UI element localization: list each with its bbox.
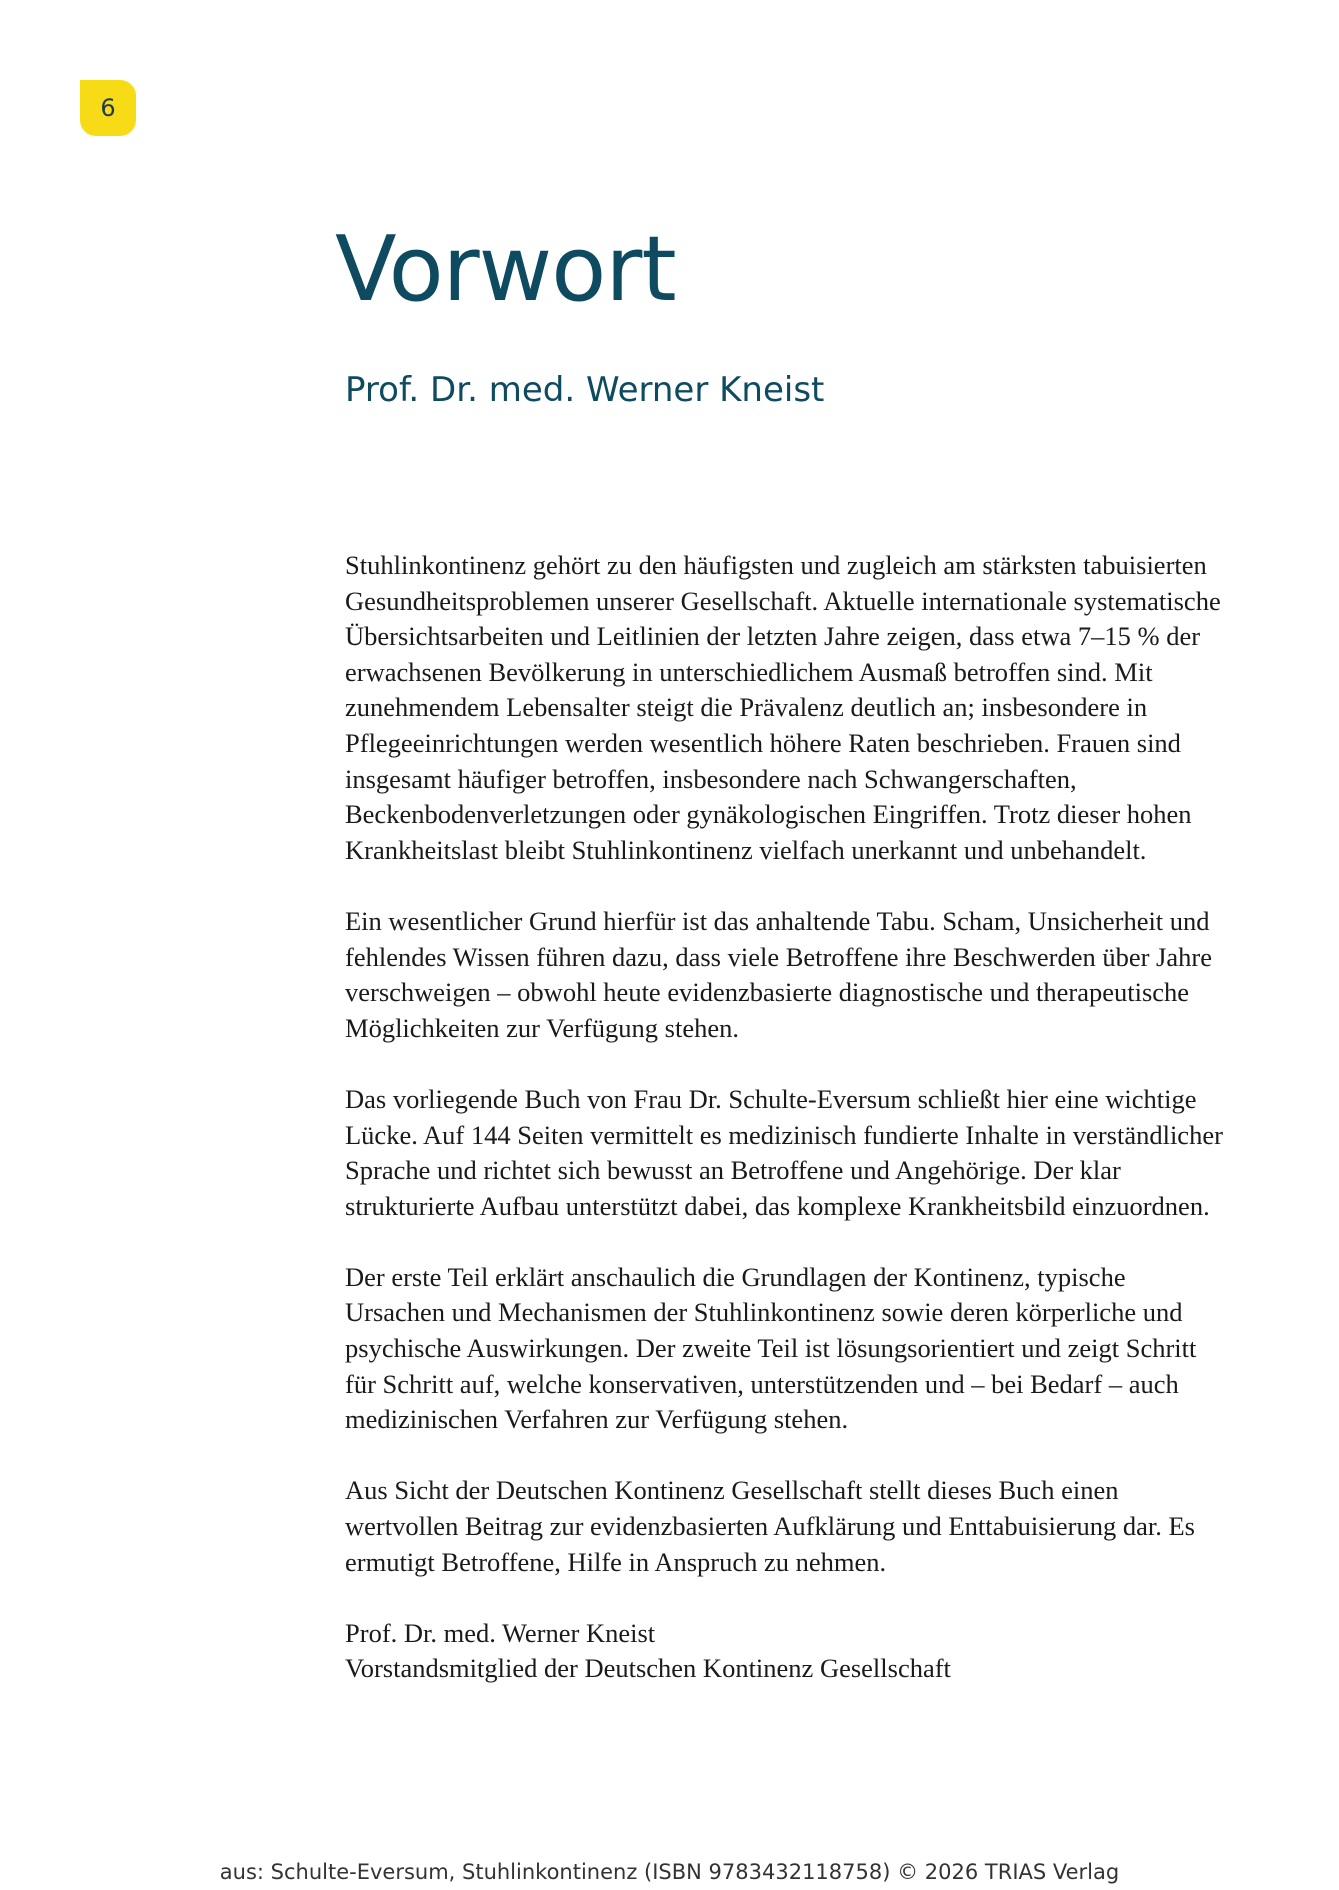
paragraph-4: Der erste Teil erklärt anschaulich die Grundlagen der Kontinenz, typische Ursachen und Mechanismen der Stuhlinkontinenz sowie deren körperliche und psychische Auswirkungen. Der zweite Teil ist lösungsorientiert und zeigt Schritt für Schritt auf, welche konservativen, unterstützenden und – bei Bedarf – auch medizinischen Verfahren zur Verfügung stehen. <box>345 1261 1197 1435</box>
footer-source: aus: Schulte-Eversum, Stuhlinkontinenz (ISBN 9783432118758) © 2026 TRIAS Verlag <box>219 1860 1120 1884</box>
paragraph-5: Aus Sicht der Deutschen Kontinenz Gesellschaft stellt dieses Buch einen wertvollen Beitrag zur evidenzbasierten Aufklärung und Enttabuisierung dar. Es ermutigt Betroffene, Hilfe in Anspruch zu nehmen. <box>345 1475 1195 1577</box>
signature-role: Vorstandsmitglied der Deutschen Kontinenz Gesellschaft <box>345 1653 951 1684</box>
paragraph-2: Ein wesentlicher Grund hierfür ist das anhaltende Tabu. Scham, Unsicherheit und fehlendes Wissen führen dazu, dass viele Betroffene ihre Beschwerden über Jahre verschweigen – obwohl heute evidenzbasierte diagnostische und therapeutische Möglichkeiten zur Verfügung stehen. <box>345 905 1212 1043</box>
author-subtitle: Prof. Dr. med. Werner Kneist <box>345 370 825 410</box>
page-number: 6 <box>100 94 116 122</box>
signature-name: Prof. Dr. med. Werner Kneist <box>345 1617 656 1648</box>
page-number-badge <box>80 80 136 136</box>
foreword-body <box>345 548 1225 1687</box>
page-title: Vorwort <box>335 217 676 322</box>
paragraph-3: Das vorliegende Buch von Frau Dr. Schulte-Eversum schließt hier eine wichtige Lücke. Auf 144 Seiten vermittelt es medizinisch fundierte Inhalte in verständlicher Sprache und richtet sich bewusst an Betroffene und Angehörige. Der klar strukturierte Aufbau unterstützt dabei, das komplexe Krankheitsbild einzuordnen. <box>345 1083 1223 1221</box>
paragraph-1: Stuhlinkontinenz gehört zu den häufigsten und zugleich am stärksten tabuisierten Gesundheitsproblemen unserer Gesellschaft. Aktuelle internationale systematische Übersichtsarbeiten und Leitlinien der letzten Jahre zeigen, dass etwa 7–15 % der erwachsenen Bevölkerung in unterschiedlichem Ausmaß betroffen sind. Mit zunehmendem Lebensalter steigt die Prävalenz deutlich an; insbesondere in Pflegeeinrichtungen werden wesentlich höhere Raten beschrieben. Frauen sind insgesamt häufiger betroffen, insbesondere nach Schwangerschaften, Beckenbodenverletzungen oder gynäkologischen Eingriffen. Trotz dieser hohen Krankheitslast bleibt Stuhlinkontinenz vielfach unerkannt und unbehandelt. <box>345 550 1221 865</box>
